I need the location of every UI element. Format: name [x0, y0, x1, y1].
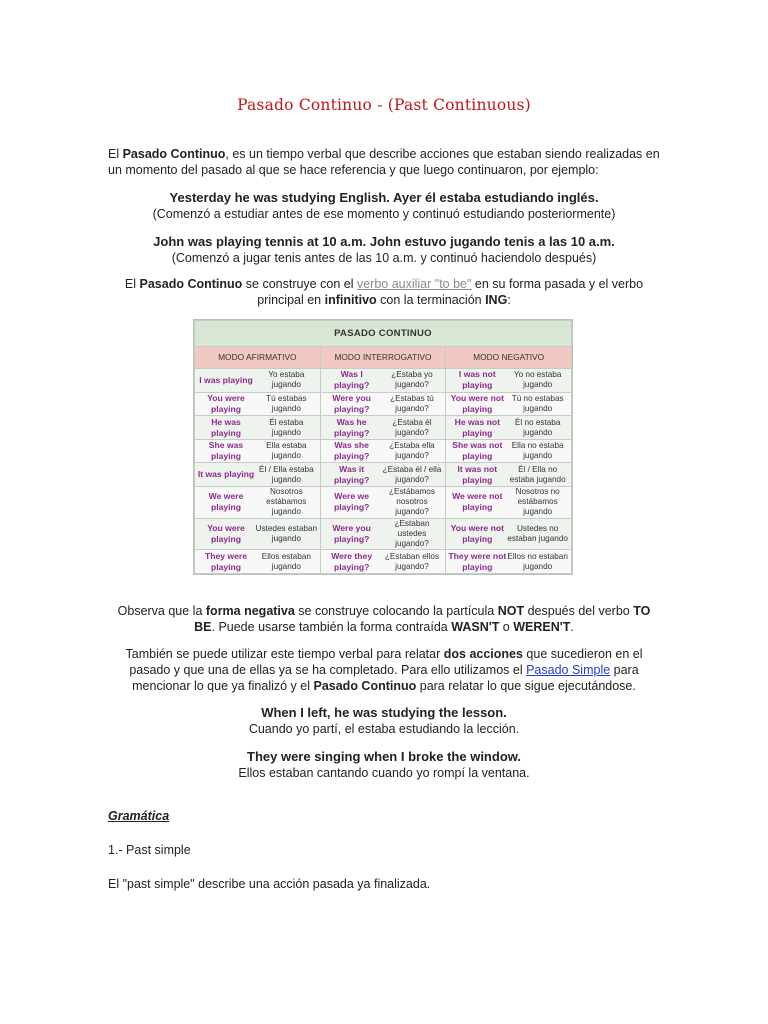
- table-cell-negative: [446, 416, 572, 440]
- example-4-translation: Ellos estaban cantando cuando yo rompí la ventana.: [238, 766, 530, 780]
- table-row: [195, 369, 572, 393]
- table-cell-interrogative: [320, 550, 446, 574]
- table-cell-affirmative: [195, 369, 321, 393]
- table-cell-affirmative: [195, 463, 321, 487]
- grammar-heading-text: Gramática: [108, 809, 170, 823]
- table-row: [195, 486, 572, 518]
- english-form: Was she playing?: [333, 440, 370, 462]
- negative-tobe: TO BE: [194, 604, 651, 634]
- construction-text-4: con la terminación: [376, 293, 486, 307]
- spanish-form: Ella estaba jugando: [266, 441, 307, 461]
- table-cell-affirmative: [195, 486, 321, 518]
- example-4: [100, 749, 668, 781]
- example-1: [100, 190, 668, 222]
- negative-text-1: Observa que la: [117, 604, 206, 618]
- spanish-form: Ustedes estaban jugando: [255, 524, 318, 543]
- negative-term: forma negativa: [205, 604, 295, 618]
- intro-term: Pasado Continuo: [122, 147, 226, 161]
- example-1-note: (Comenzó a estudiar antes de ese momento y continuó estudiando posteriormente): [152, 207, 616, 221]
- table-cell-negative: [446, 518, 572, 550]
- example-3-translation: Cuando yo partí, el estaba estudiando la lección.: [248, 722, 520, 736]
- example-2: [100, 234, 668, 266]
- table-row: [195, 416, 572, 440]
- spanish-form: Ella no estaba jugando: [511, 441, 564, 461]
- cell-content: [448, 440, 569, 462]
- english-form: Were they playing?: [331, 550, 373, 572]
- table-cell-interrogative: [320, 369, 446, 393]
- cell-content: [323, 551, 444, 573]
- spanish-form: Nosotros no estábamos jugando: [515, 487, 560, 517]
- cell-content: [448, 551, 569, 573]
- spanish-form: Ellos estaban jugando: [261, 551, 311, 571]
- cell-content: [448, 393, 569, 415]
- english-form: Was he playing?: [333, 416, 370, 438]
- negative-wasnt: WASN'T: [451, 620, 500, 634]
- spanish-form: Tú no estabas jugando: [511, 393, 564, 413]
- spanish-form: ¿Estaba ella jugando?: [389, 441, 435, 461]
- table-row: [195, 518, 572, 550]
- cell-content: [197, 551, 318, 573]
- past-continuous-table-image: [193, 319, 573, 575]
- english-form: He was playing: [210, 416, 242, 438]
- english-form: Were you playing?: [332, 523, 371, 544]
- table-cell-negative: [446, 550, 572, 574]
- two-actions-text-2: que sucedieron en el pasado y que una de ellas ya se ha completado. Para ello utilizamos el: [129, 647, 643, 677]
- english-form: He was not playing: [454, 416, 500, 438]
- table-cell-affirmative: [195, 392, 321, 416]
- header-negative: MODO NEGATIVO: [446, 346, 572, 369]
- past-simple-description: El "past simple" describe una acción pasada ya finalizada.: [108, 877, 431, 891]
- construction-ing: ING: [485, 293, 508, 307]
- construction-text-5: :: [507, 293, 511, 307]
- cell-content: [197, 440, 318, 462]
- two-actions-term: dos acciones: [443, 647, 523, 661]
- table-cell-interrogative: [320, 486, 446, 518]
- cell-content: [197, 523, 318, 545]
- cell-content: [323, 464, 444, 486]
- construction-text-2: se construye con el: [242, 277, 357, 291]
- cell-content: [323, 393, 444, 415]
- past-simple-heading: 1.- Past simple: [108, 843, 191, 857]
- english-form: Was I playing?: [333, 369, 370, 391]
- example-3-sentence: When I left, he was studying the lesson.: [261, 705, 507, 720]
- spanish-form: Él no estaba jugando: [514, 417, 561, 437]
- example-2-sentence: John was playing tennis at 10 a.m. John estuvo jugando tenis a las 10 a.m.: [153, 234, 615, 249]
- table-cell-negative: [446, 486, 572, 518]
- example-3: [100, 705, 668, 737]
- negative-werent: WEREN'T: [513, 620, 571, 634]
- table-cell-negative: [446, 463, 572, 487]
- english-form: Were we playing?: [333, 491, 370, 513]
- cell-content: [197, 370, 318, 390]
- cell-content: [323, 487, 444, 517]
- english-form: I was playing: [199, 374, 253, 385]
- english-form: We were playing: [208, 491, 244, 513]
- spanish-form: Él estaba jugando: [269, 417, 304, 437]
- intro-prefix: El: [108, 147, 123, 161]
- header-interrogative: MODO INTERROGATIVO: [320, 346, 446, 369]
- spanish-form: ¿Estabas tú jugando?: [390, 393, 434, 413]
- table-cell-negative: [446, 369, 572, 393]
- past-continuous-table: [194, 320, 572, 574]
- table-title: PASADO CONTINUO: [195, 321, 572, 347]
- spanish-form: ¿Estaban ustedes jugando?: [394, 519, 430, 548]
- english-form: We were not playing: [452, 491, 503, 513]
- negative-text-2: se construye colocando la partícula: [294, 604, 498, 618]
- page-title: Pasado Continuo - (Past Continuous): [237, 96, 531, 114]
- table-cell-affirmative: [195, 518, 321, 550]
- table-cell-interrogative: [320, 392, 446, 416]
- english-form: Was it playing?: [333, 463, 370, 485]
- spanish-form: ¿Estábamos nosotros jugando?: [389, 487, 435, 517]
- cell-content: [197, 487, 318, 517]
- cell-content: [448, 369, 569, 391]
- cell-content: [448, 523, 569, 545]
- cell-content: [323, 417, 444, 439]
- table-cell-negative: [446, 439, 572, 463]
- table-cell-interrogative: [320, 439, 446, 463]
- spanish-form: Él / Ella no estaba jugando: [509, 464, 566, 484]
- spanish-form: Yo estaba jugando: [268, 370, 305, 390]
- grammar-heading: [108, 808, 668, 824]
- table-row: [195, 392, 572, 416]
- table-cell-interrogative: [320, 416, 446, 440]
- cell-content: [197, 465, 318, 485]
- header-affirmative: MODO AFIRMATIVO: [195, 346, 321, 369]
- spanish-form: Ellos no estaban jugando: [507, 551, 568, 571]
- table-cell-interrogative: [320, 463, 446, 487]
- pasado-simple-link[interactable]: Pasado Simple: [526, 663, 611, 677]
- negative-text-6: .: [570, 620, 574, 634]
- table-row: [195, 550, 572, 574]
- english-form: It was playing: [197, 469, 255, 480]
- two-actions-text-4: para relatar lo que sigue ejecutándose.: [416, 679, 636, 693]
- table-row: [195, 463, 572, 487]
- intro-paragraph: [108, 146, 668, 178]
- negative-text-4: . Puede usarse también la forma contraída: [211, 620, 452, 634]
- two-actions-paragraph: [120, 646, 648, 694]
- spanish-form: Tú estabas jugando: [266, 393, 307, 413]
- table-cell-negative: [446, 392, 572, 416]
- cell-content: [197, 417, 318, 439]
- spanish-form: Ustedes no estaban jugando: [507, 524, 568, 543]
- table-cell-affirmative: [195, 439, 321, 463]
- cell-content: [323, 369, 444, 391]
- construction-term: Pasado Continuo: [139, 277, 243, 291]
- english-form: It was not playing: [457, 463, 498, 485]
- english-form: You were not playing: [450, 523, 504, 544]
- spanish-form: ¿Estaban ellos jugando?: [384, 551, 440, 571]
- spanish-form: Nosotros estábamos jugando: [266, 487, 307, 517]
- table-row: [195, 439, 572, 463]
- spanish-form: ¿Estaba él jugando?: [392, 417, 432, 437]
- english-form: She was not playing: [452, 440, 503, 462]
- spanish-form: Yo no estaba jugando: [513, 370, 562, 390]
- cell-content: [448, 417, 569, 439]
- english-form: You were not playing: [450, 392, 504, 414]
- verbo-auxiliar-link[interactable]: verbo auxiliar "to be": [356, 277, 472, 291]
- english-form: They were playing: [204, 550, 248, 572]
- example-2-note: (Comenzó a jugar tenis antes de las 10 a.m. y continuó haciendolo después): [171, 251, 597, 265]
- negative-text-3: después del verbo: [524, 604, 634, 618]
- cell-content: [323, 519, 444, 549]
- cell-content: [448, 464, 569, 486]
- two-actions-text-1: También se puede utilizar este tiempo verbal para relatar: [125, 647, 444, 661]
- two-actions-term-2: Pasado Continuo: [313, 679, 417, 693]
- english-form: You were playing: [207, 523, 245, 544]
- cell-content: [197, 393, 318, 415]
- construction-infinitive: infinitivo: [324, 293, 377, 307]
- english-form: I was not playing: [458, 369, 496, 391]
- english-form: You were playing: [207, 392, 245, 414]
- cell-content: [323, 440, 444, 462]
- spanish-form: ¿Estaba yo jugando?: [391, 370, 433, 390]
- construction-text-3: en su forma pasada y el verbo principal en: [257, 277, 644, 307]
- negative-paragraph: [112, 603, 656, 635]
- negative-not: NOT: [497, 604, 525, 618]
- construction-text-1: El: [124, 277, 140, 291]
- negative-text-5: o: [499, 620, 514, 634]
- spanish-form: ¿Estaba él / ella jugando?: [382, 464, 442, 484]
- construction-paragraph: [112, 276, 656, 308]
- cell-content: [448, 487, 569, 517]
- example-4-sentence: They were singing when I broke the window.: [247, 749, 521, 764]
- two-actions-text-3: para mencionar lo que ya finalizó y el: [132, 663, 639, 693]
- table-cell-affirmative: [195, 550, 321, 574]
- english-form: She was playing: [208, 440, 244, 462]
- table-cell-interrogative: [320, 518, 446, 550]
- example-1-sentence: Yesterday he was studying English. Ayer él estaba estudiando inglés.: [169, 190, 599, 205]
- english-form: They were not playing: [448, 550, 507, 572]
- english-form: Were you playing?: [332, 392, 371, 414]
- spanish-form: Él / Ella estaba jugando: [259, 464, 314, 484]
- intro-rest: , es un tiempo verbal que describe acciones que estaban siendo realizadas en un momento del pasado al que se hace referencia y que luego continuaron, por ejemplo:: [108, 147, 660, 177]
- table-cell-affirmative: [195, 416, 321, 440]
